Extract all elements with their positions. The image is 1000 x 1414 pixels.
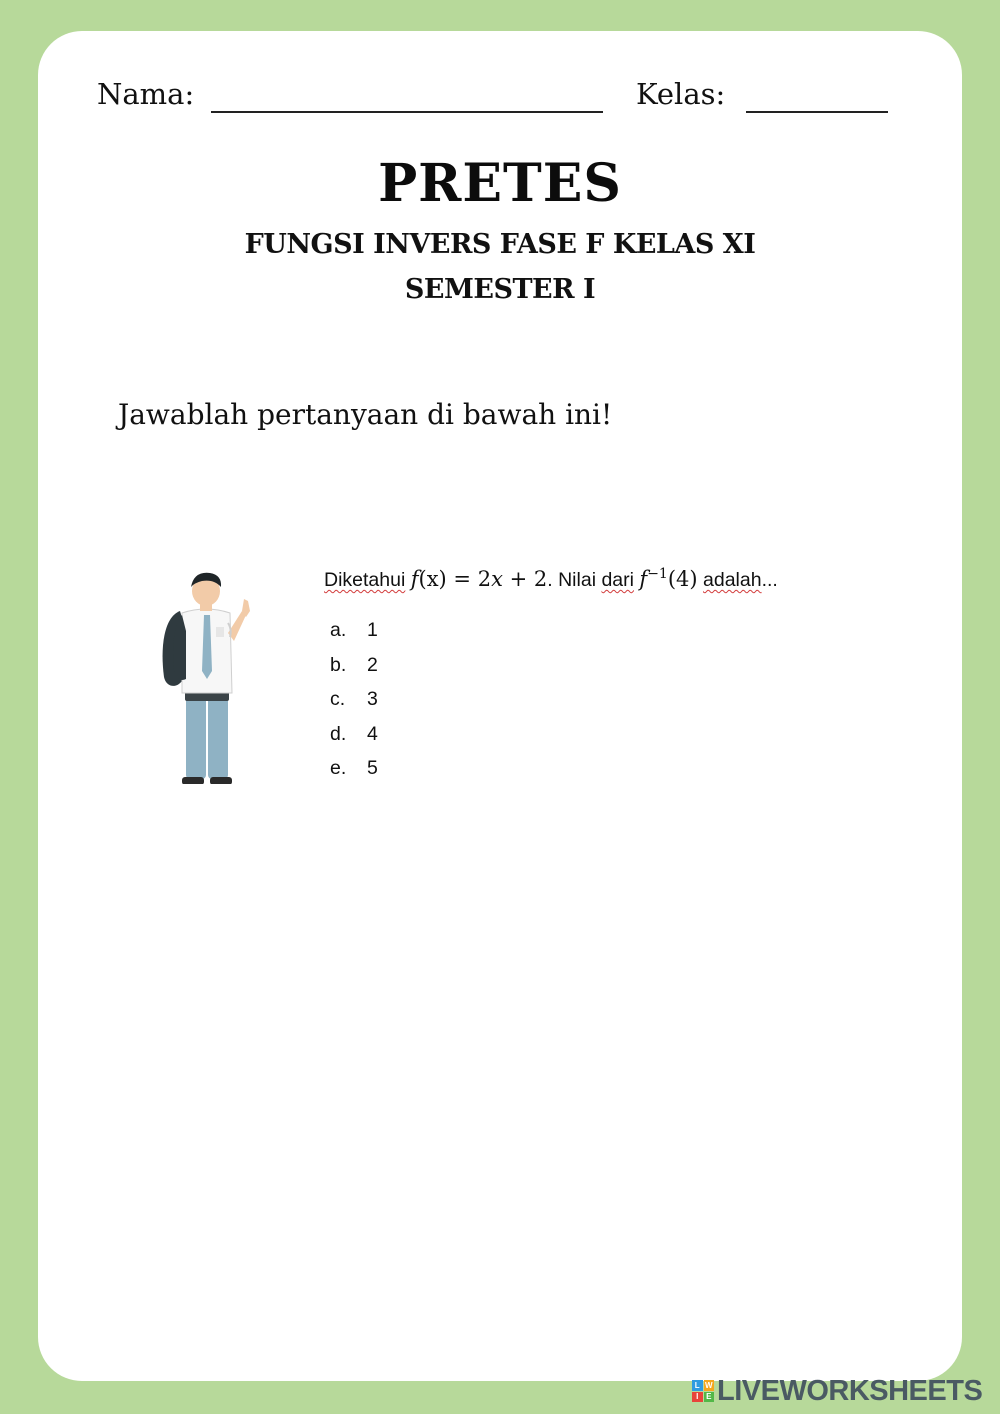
- logo-text: LIVEWORKSHEETS: [717, 1374, 983, 1407]
- expression-var: x: [491, 567, 503, 591]
- option-b[interactable]: [330, 654, 378, 689]
- question-ellipsis: ...: [761, 569, 778, 591]
- inverse-superscript: −1: [647, 566, 668, 582]
- option-value: 3: [367, 688, 378, 710]
- question-mid-text: . Nilai: [547, 569, 597, 591]
- expression-coef: 2: [477, 567, 492, 591]
- page-title: PRETES: [378, 153, 622, 214]
- option-letter: b.: [330, 653, 347, 676]
- question-inverse: [639, 567, 697, 591]
- option-letter: c.: [330, 688, 346, 710]
- subtitle-semester: SEMESTER I: [404, 274, 596, 305]
- option-letter: a.: [330, 619, 347, 641]
- question-word-from: dari: [601, 569, 634, 591]
- equals-sign: =: [453, 567, 472, 591]
- function-arg: (x): [418, 567, 447, 591]
- option-value: 2: [367, 653, 378, 676]
- subtitle-topic: FUNGSI INVERS FASE F KELAS XI: [244, 229, 756, 260]
- logo-block: W: [704, 1380, 713, 1390]
- option-value: 4: [367, 722, 378, 745]
- option-c[interactable]: [330, 688, 378, 723]
- name-label: Nama:: [97, 77, 195, 111]
- question-function: [411, 567, 548, 591]
- option-a[interactable]: [330, 619, 378, 654]
- worksheet-card: [38, 31, 962, 1381]
- option-letter: e.: [330, 757, 347, 779]
- question-word-known: Diketahui: [324, 569, 406, 591]
- class-field-line[interactable]: [746, 111, 888, 113]
- option-value: 1: [367, 619, 378, 641]
- instruction-text: Jawablah pertanyaan di bawah ini!: [118, 398, 613, 431]
- logo-block: E: [704, 1392, 715, 1403]
- logo-block: L: [692, 1380, 703, 1391]
- option-e[interactable]: [330, 757, 378, 792]
- option-value: 5: [367, 757, 378, 779]
- function-symbol: f: [410, 567, 419, 591]
- liveworksheets-logo[interactable]: [692, 1374, 983, 1407]
- class-label: Kelas:: [636, 77, 726, 111]
- inverse-arg: (4): [667, 567, 698, 591]
- logo-block: I: [692, 1392, 703, 1403]
- student-illustration: [158, 571, 262, 797]
- question-word-is: adalah: [703, 569, 762, 591]
- inverse-symbol: f: [639, 567, 648, 591]
- option-d[interactable]: [330, 723, 378, 758]
- name-field-line[interactable]: [211, 111, 603, 113]
- question-text: [324, 566, 778, 592]
- logo-blocks-icon: [692, 1380, 714, 1402]
- answer-options: [330, 619, 378, 792]
- expression-rest: + 2: [509, 567, 548, 591]
- option-letter: d.: [330, 722, 347, 745]
